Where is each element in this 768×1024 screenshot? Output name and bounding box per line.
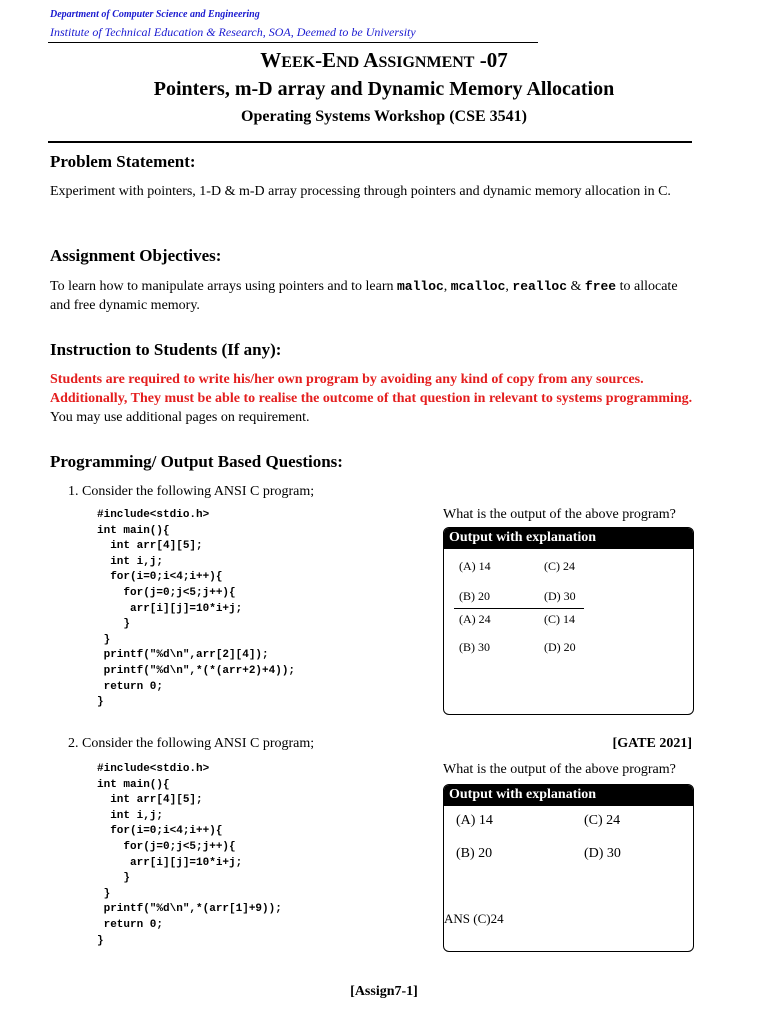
separator: &	[567, 279, 585, 294]
question-1-answer-box	[443, 527, 694, 715]
objectives-text-part: to allocate and free dynamic memory.	[50, 279, 678, 313]
title-part: ND	[336, 54, 360, 71]
question-2-answer-box	[443, 784, 694, 952]
question-2-ask: What is the output of the above program?	[443, 762, 676, 777]
option: (C) 24	[584, 813, 621, 828]
keyword-realloc: realloc	[512, 279, 568, 294]
header-divider	[48, 42, 538, 43]
title-divider	[48, 141, 692, 143]
option: (C) 14	[544, 612, 575, 626]
instruction-warning: Students are required to write his/her own program by avoiding any kind of copy from any sources. Additionally, They must be able to realise the outcome of that question in relevant to systems programming.	[50, 372, 693, 406]
assignment-number: -07	[474, 48, 508, 72]
institute-name: Institute of Technical Education & Research, SOA, Deemed to be University	[50, 25, 416, 39]
keyword-mcalloc: mcalloc	[450, 279, 506, 294]
option: (D) 20	[544, 640, 576, 654]
question-1-prompt: 1. Consider the following ANSI C program;	[68, 484, 315, 499]
keyword-free: free	[584, 279, 617, 294]
option: (A) 14	[456, 813, 493, 828]
instruction-note: You may use additional pages on requirement.	[50, 410, 310, 425]
problem-text: Experiment with pointers, 1-D & m-D array processing through pointers and dynamic memory allocation in C.	[50, 184, 671, 199]
title-part: EEK	[281, 54, 316, 71]
questions-heading: Programming/ Output Based Questions:	[50, 452, 343, 471]
question-2-answer: ANS (C)24	[444, 911, 504, 926]
course-name: Operating Systems Workshop (CSE 3541)	[241, 108, 527, 125]
title-part: A	[359, 48, 379, 72]
option: (D) 30	[584, 846, 621, 861]
separator: ,	[443, 279, 451, 294]
title-part: W	[260, 48, 282, 72]
objectives-heading: Assignment Objectives:	[50, 246, 222, 265]
keyword-malloc: malloc	[396, 279, 444, 294]
option: (B) 20	[456, 846, 493, 861]
option: (C) 24	[544, 559, 575, 573]
option: (D) 30	[544, 589, 576, 603]
option: (A) 14	[459, 559, 491, 573]
question-2-code: #include<stdio.h> int main(){ int arr[4][5]; int i,j; for(i=0;i<4;i++){ for(j=0;j<5;j++){ arr[i][j]=10*i+j; } } printf("%d\n",*(arr[1]+9)); return 0; }	[97, 763, 282, 947]
answer-box-title: Output with explanation	[444, 785, 693, 806]
question-1-ask: What is the output of the above program?	[443, 507, 676, 522]
page-footer: [Assign7-1]	[350, 984, 418, 999]
answer-box-title: Output with explanation	[444, 528, 693, 549]
question-2-prompt: 2. Consider the following ANSI C program;	[68, 736, 315, 751]
department-name: Department of Computer Science and Engineering	[50, 9, 260, 20]
title-part: -E	[315, 48, 337, 72]
option: (B) 20	[459, 589, 490, 603]
instruction-heading: Instruction to Students (If any):	[50, 340, 282, 359]
instruction-text	[50, 370, 700, 427]
objectives-text	[50, 277, 700, 315]
separator: ,	[505, 279, 513, 294]
question-1-code: #include<stdio.h> int main(){ int arr[4][5]; int i,j; for(i=0;i<4;i++){ for(j=0;j<5;j++){ arr[i][j]=10*i+j; } } printf("%d\n",arr[2][4]); printf("%d\n",*(*(arr+2)+4)); return 0; }	[97, 509, 296, 709]
question-2-tag: [GATE 2021]	[612, 736, 692, 751]
assignment-subtitle: Pointers, m-D array and Dynamic Memory Allocation	[153, 78, 615, 100]
option: (A) 24	[459, 612, 491, 626]
problem-heading: Problem Statement:	[50, 152, 196, 171]
objectives-text-part: To learn how to manipulate arrays using pointers and to learn	[50, 279, 397, 294]
assignment-title	[0, 48, 768, 73]
options-divider	[454, 608, 584, 609]
option: (B) 30	[459, 640, 490, 654]
title-part: SSIGNMENT	[378, 54, 475, 71]
